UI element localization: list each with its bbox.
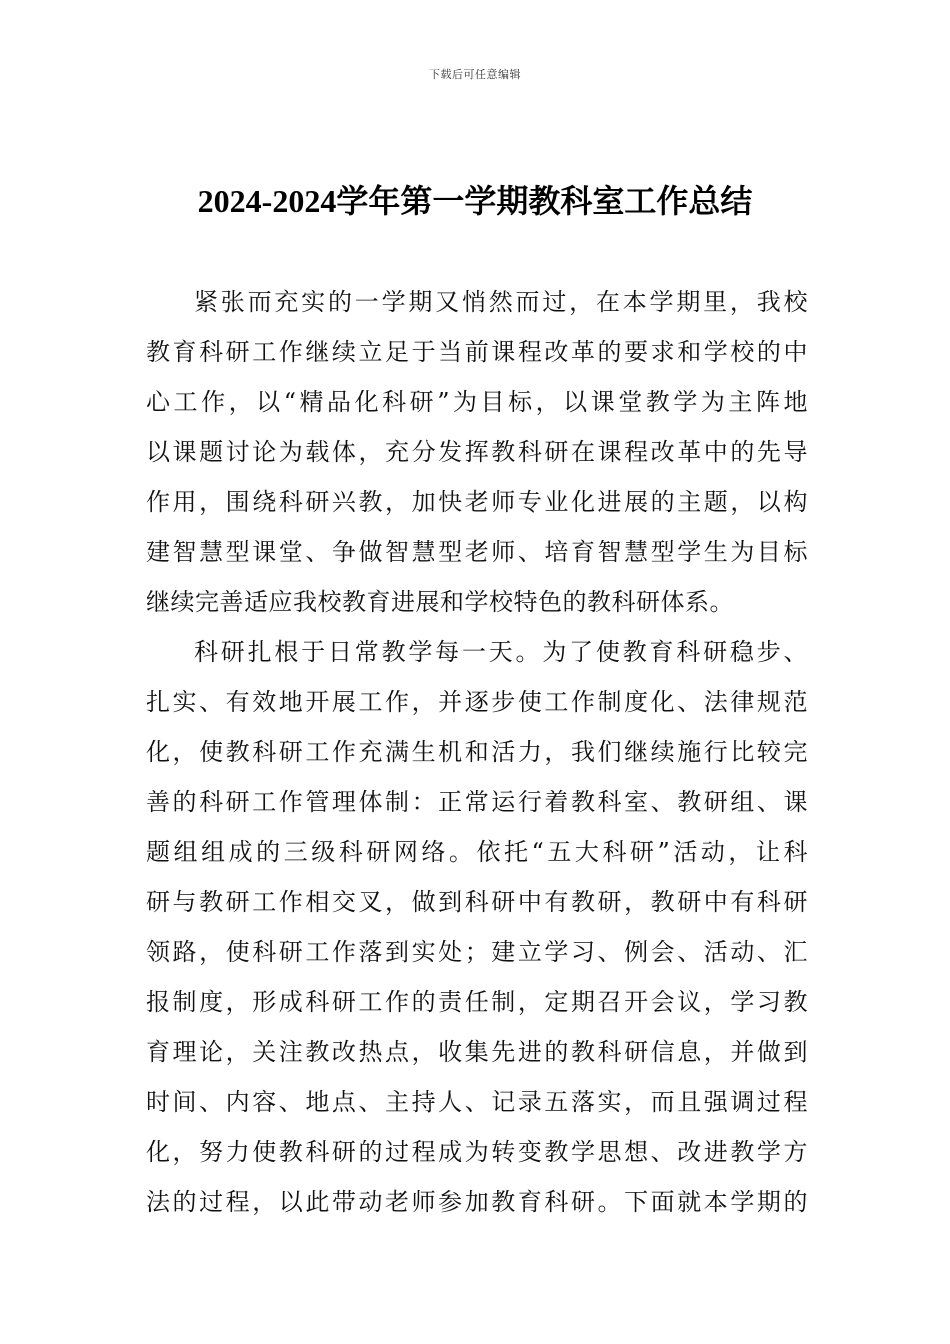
document-title: 2024-2024学年第一学期教科室工作总结 — [197, 183, 753, 219]
text-line: 报制度，形成科研工作的责任制，定期召开会议，学习教 — [146, 988, 808, 1016]
text-line: 化，使教科研工作充满生机和活力，我们继续施行比较完 — [146, 738, 808, 766]
text-line: 法的过程，以此带动老师参加教育科研。下面就本学期的 — [146, 1188, 808, 1216]
page-header-note: 下载后可任意编辑 — [429, 68, 521, 81]
text-line: 教育科研工作继续立足于当前课程改革的要求和学校的中 — [146, 338, 808, 366]
text-line: 科研扎根于日常教学每一天。为了使教育科研稳步、 — [194, 638, 808, 666]
text-line: 心工作，以“精品化科研”为目标，以课堂教学为主阵地 — [146, 388, 808, 416]
document-body — [146, 277, 808, 1227]
text-line: 研与教研工作相交叉，做到科研中有教研，教研中有科研 — [146, 888, 808, 916]
text-line: 紧张而充实的一学期又悄然而过，在本学期里，我校 — [194, 288, 808, 316]
text-line: 领路，使科研工作落到实处；建立学习、例会、活动、汇 — [146, 938, 808, 966]
paragraph — [146, 277, 808, 627]
text-line: 化，努力使教科研的过程成为转变教学思想、改进教学方 — [146, 1138, 808, 1166]
text-line: 育理论，关注教改热点，收集先进的教科研信息，并做到 — [146, 1038, 808, 1066]
paragraph — [146, 627, 808, 1227]
text-line: 作用，围绕科研兴教，加快老师专业化进展的主题，以构 — [146, 488, 808, 516]
text-line: 建智慧型课堂、争做智慧型老师、培育智慧型学生为目标 — [146, 538, 808, 566]
text-line: 以课题讨论为载体，充分发挥教科研在课程改革中的先导 — [146, 438, 808, 466]
text-line: 扎实、有效地开展工作，并逐步使工作制度化、法律规范 — [146, 688, 808, 716]
text-line: 时间、内容、地点、主持人、记录五落实，而且强调过程 — [146, 1088, 808, 1116]
text-line: 继续完善适应我校教育进展和学校特色的教科研体系。 — [146, 588, 734, 616]
text-line: 题组组成的三级科研网络。依托“五大科研”活动，让科 — [146, 838, 808, 866]
text-line: 善的科研工作管理体制：正常运行着教科室、教研组、课 — [146, 788, 808, 816]
